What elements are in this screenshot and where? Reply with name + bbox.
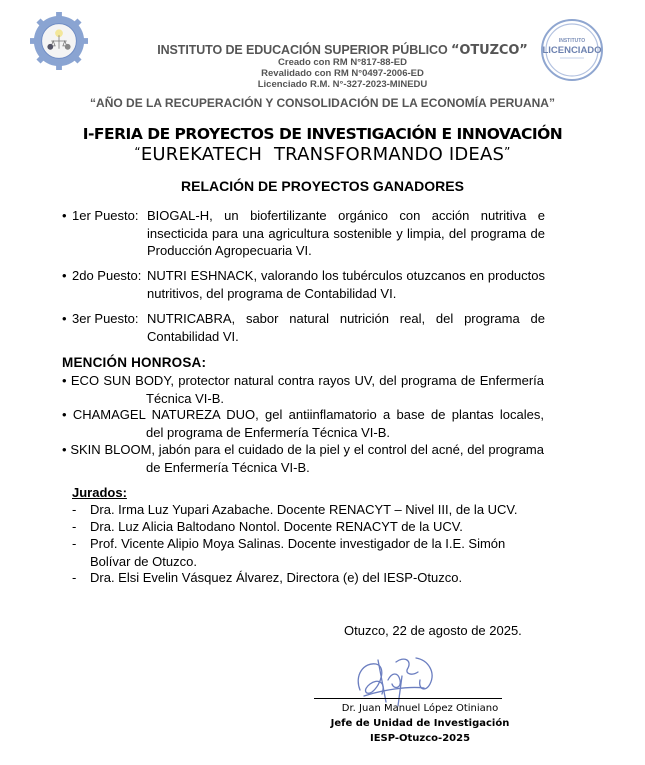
mention-text: SKIN BLOOM, jabón para el cuidado de la piel y el control del acné, del programa <box>70 442 544 457</box>
badge-main-text: LICENCIADO <box>542 45 602 56</box>
jury-member-text: Dra. Irma Luz Yupari Azabache. Docente RENACYT – Nivel III, de la UCV. <box>90 502 518 517</box>
badge-top-text: INSTITUTO <box>558 38 586 44</box>
open-quote: “ <box>134 145 141 159</box>
dash-icon: - <box>72 536 77 551</box>
signer-organization: IESP-Otuzco-2025 <box>369 733 471 744</box>
bullet-icon: • <box>62 407 67 422</box>
mention-item <box>62 441 544 476</box>
dash-icon: - <box>72 519 77 534</box>
bullet-icon: • <box>62 373 67 388</box>
bullet-icon: • <box>62 311 67 326</box>
dash-icon: - <box>72 570 77 585</box>
dash-icon: - <box>72 502 77 517</box>
close-quote: ” <box>504 145 511 159</box>
jury-member-text: Prof. Vicente Alipio Moya Salinas. Docente investigador de la I.E. Simón Bolívar de Otuzco. <box>90 536 506 569</box>
mention-text: CHAMAGEL NATUREZA DUO, gel antiinflamatorio a base de plantas locales, <box>72 407 544 422</box>
mention-text: ECO SUN BODY, protector natural contra rayos UV, del programa de Enfermería <box>70 373 544 388</box>
revalidated-resolution: Revalidado con RM N°0497-2006-ED <box>261 68 424 79</box>
year-motto: “AÑO DE LA RECUPERACIÓN Y CONSOLIDACIÓN DE LA ECONOMÍA PERUANA” <box>90 96 555 110</box>
institution-city: “OTUZCO” <box>450 43 528 58</box>
mention-text-cont: de Enfermería Técnica VI-B. <box>146 459 310 475</box>
mention-title: MENCIÓN HONROSA: <box>62 355 207 370</box>
signer-name: Dr. Juan Manuel López Otiniano <box>341 703 499 714</box>
signer-role: Jefe de Unidad de Investigación <box>330 718 510 729</box>
signature-line <box>314 698 502 699</box>
handwritten-signature <box>352 650 442 710</box>
bullet-icon: • <box>62 208 67 223</box>
bullet-icon: • <box>62 268 67 283</box>
jury-title: Jurados: <box>72 485 127 500</box>
place-label: 1er Puesto: <box>72 208 139 223</box>
event-name <box>0 144 645 165</box>
place-description: NUTRICABRA, sabor natural nutrición real, del programa de Contabilidad VI. <box>147 311 545 344</box>
bullet-icon: • <box>62 442 67 457</box>
place-description: NUTRI ESHNACK, valorando los tubérculos otuzcanos en productos nutritivos, del programa de Contabilidad VI. <box>147 268 545 301</box>
mention-item <box>62 406 544 441</box>
mention-text-cont: del programa de Enfermería Técnica VI-B. <box>146 424 390 440</box>
jury-member-text: Dra. Luz Alicia Baltodano Nontol. Docente RENACYT de la UCV. <box>90 519 463 534</box>
document-date: Otuzco, 22 de agosto de 2025. <box>344 623 522 638</box>
institution-text: INSTITUTO DE EDUCACIÓN SUPERIOR PÚBLICO <box>157 43 448 57</box>
institution-name <box>20 43 645 58</box>
fair-title: I-FERIA DE PROYECTOS DE INVESTIGACIÓN E INNOVACIÓN <box>82 125 563 143</box>
licensed-resolution: Licenciado R.M. N°-327-2023-MINEDU <box>257 79 428 90</box>
jury-member-text: Dra. Elsi Evelin Vásquez Álvarez, Directora (e) del IESP-Otuzco. <box>90 570 463 585</box>
created-resolution: Creado con RM N°817-88-ED <box>278 57 407 68</box>
place-label: 2do Puesto: <box>72 268 142 283</box>
event-name-text: EUREKATECH TRANSFORMANDO IDEAS <box>140 144 505 165</box>
place-description: BIOGAL-H, un biofertilizante orgánico con acción nutritiva e insecticida para una agricultura sostenible y limpia, del programa de Producción Agropecuaria VI. <box>147 208 545 258</box>
mention-item <box>62 372 544 407</box>
section-title: RELACIÓN DE PROYECTOS GANADORES <box>181 178 464 194</box>
place-label: 3er Puesto: <box>72 311 139 326</box>
mention-text-cont: Técnica VI-B. <box>146 390 225 406</box>
